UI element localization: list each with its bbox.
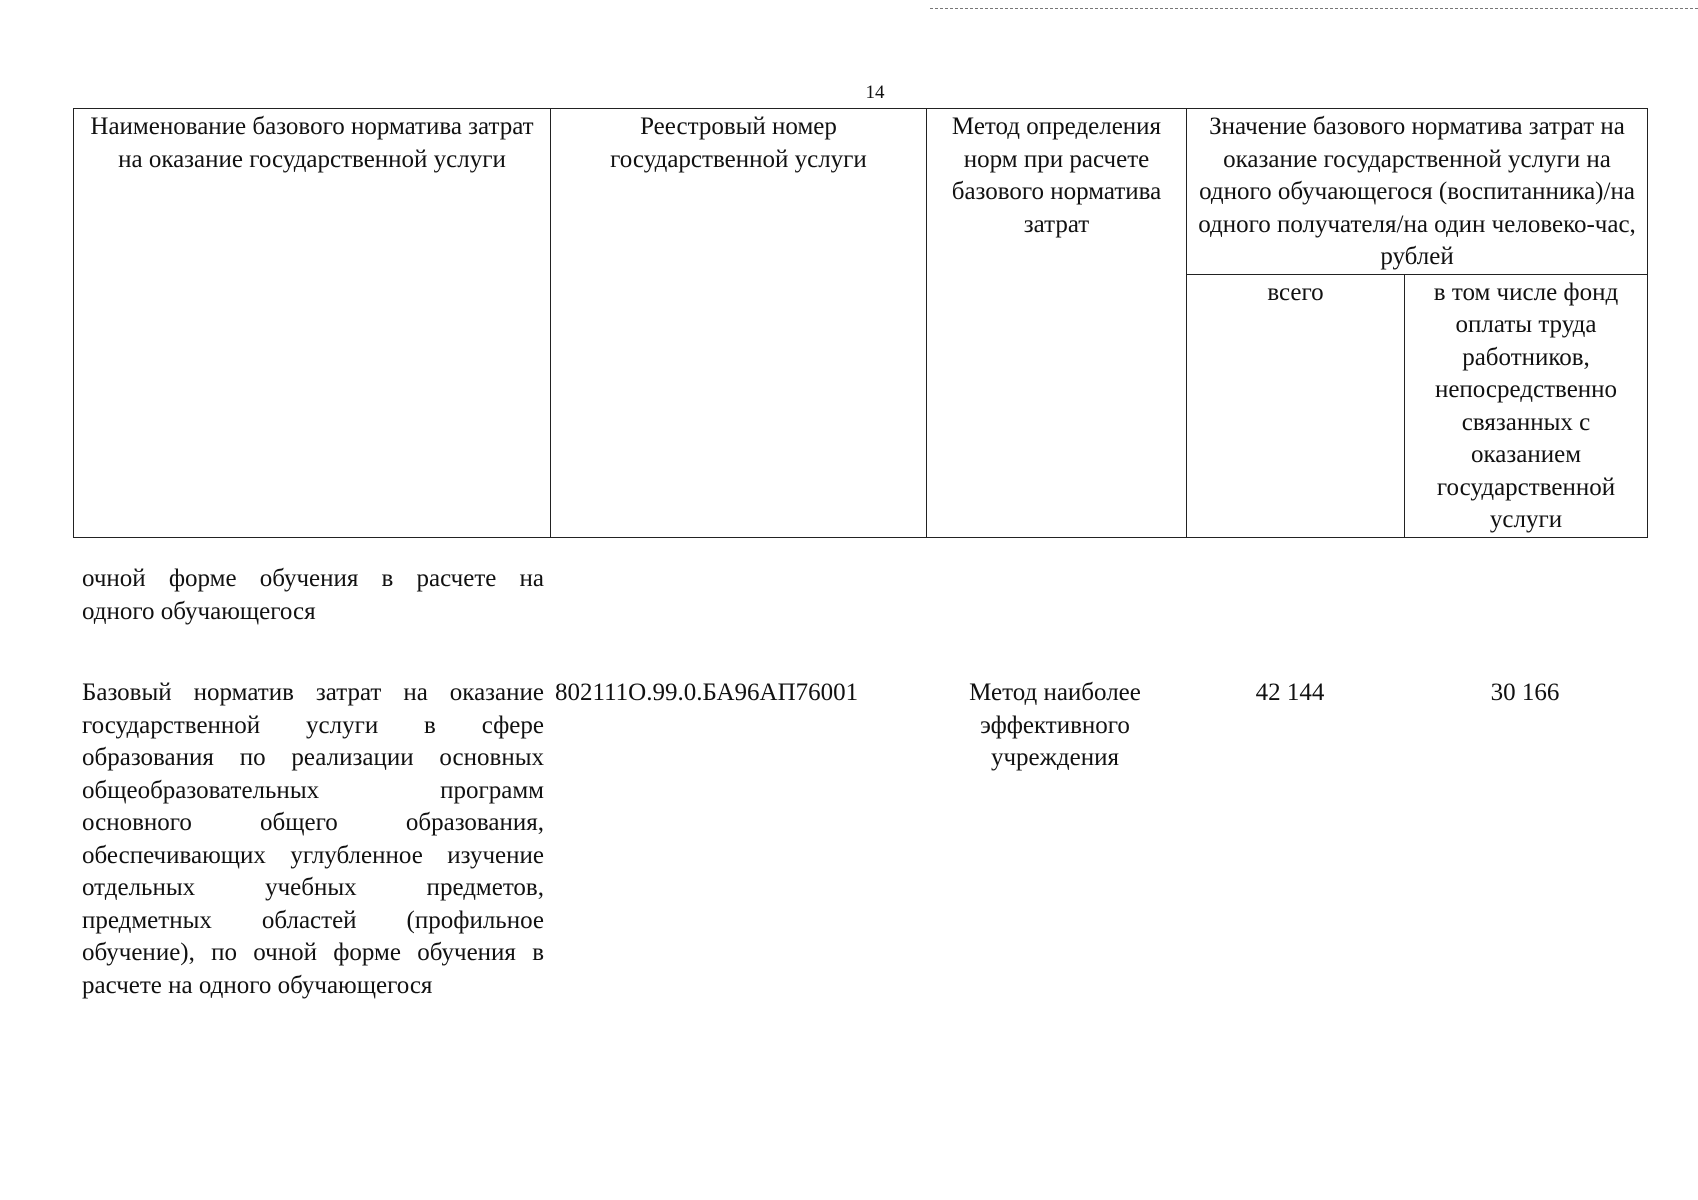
column-header-method: Метод определения норм при расчете базового норматива затрат <box>927 109 1187 538</box>
column-header-name: Наименование базового норматива затрат на оказание государственной услуги <box>74 109 551 538</box>
page-top-dashed-line <box>930 8 1698 9</box>
table-row-registry-number: 802111О.99.0.БА96АП76001 <box>555 679 859 706</box>
table-row-service-name: Базовый норматив затрат на оказание государственной услуги в сфере образования по реализации основных общеобразовательных программ основного общего образования, обеспечивающих углубленное изучение отдельных учебных предметов, предметных областей (профильное обучение), по очной форме обучения в расчете на одного обучающегося <box>82 679 544 999</box>
cost-standard-table-header <box>73 108 1648 538</box>
column-header-wage-fund: в том числе фонд оплаты труда работников, непосредственно связанных с оказанием государственной услуги <box>1405 274 1648 537</box>
page-number: 14 <box>865 82 885 103</box>
table-row-method: Метод наиболее эффективного учреждения <box>969 679 1141 771</box>
previous-row-continuation <box>82 563 544 628</box>
table-row-wage-fund: 30 166 <box>1490 679 1560 706</box>
column-header-registry-number: Реестровый номер государственной услуги <box>551 109 927 538</box>
continuation-line-1: очной форме обучения в расчете на <box>82 565 544 592</box>
column-header-total: всего <box>1187 274 1405 537</box>
continuation-line-2: одного обучающегося <box>82 597 316 625</box>
column-header-value: Значение базового норматива затрат на оказание государственной услуги на одного обучающегося (воспитанника)/на одного получателя/на один человеко-час, рублей <box>1187 109 1648 275</box>
table-row-total: 42 144 <box>1255 679 1325 706</box>
